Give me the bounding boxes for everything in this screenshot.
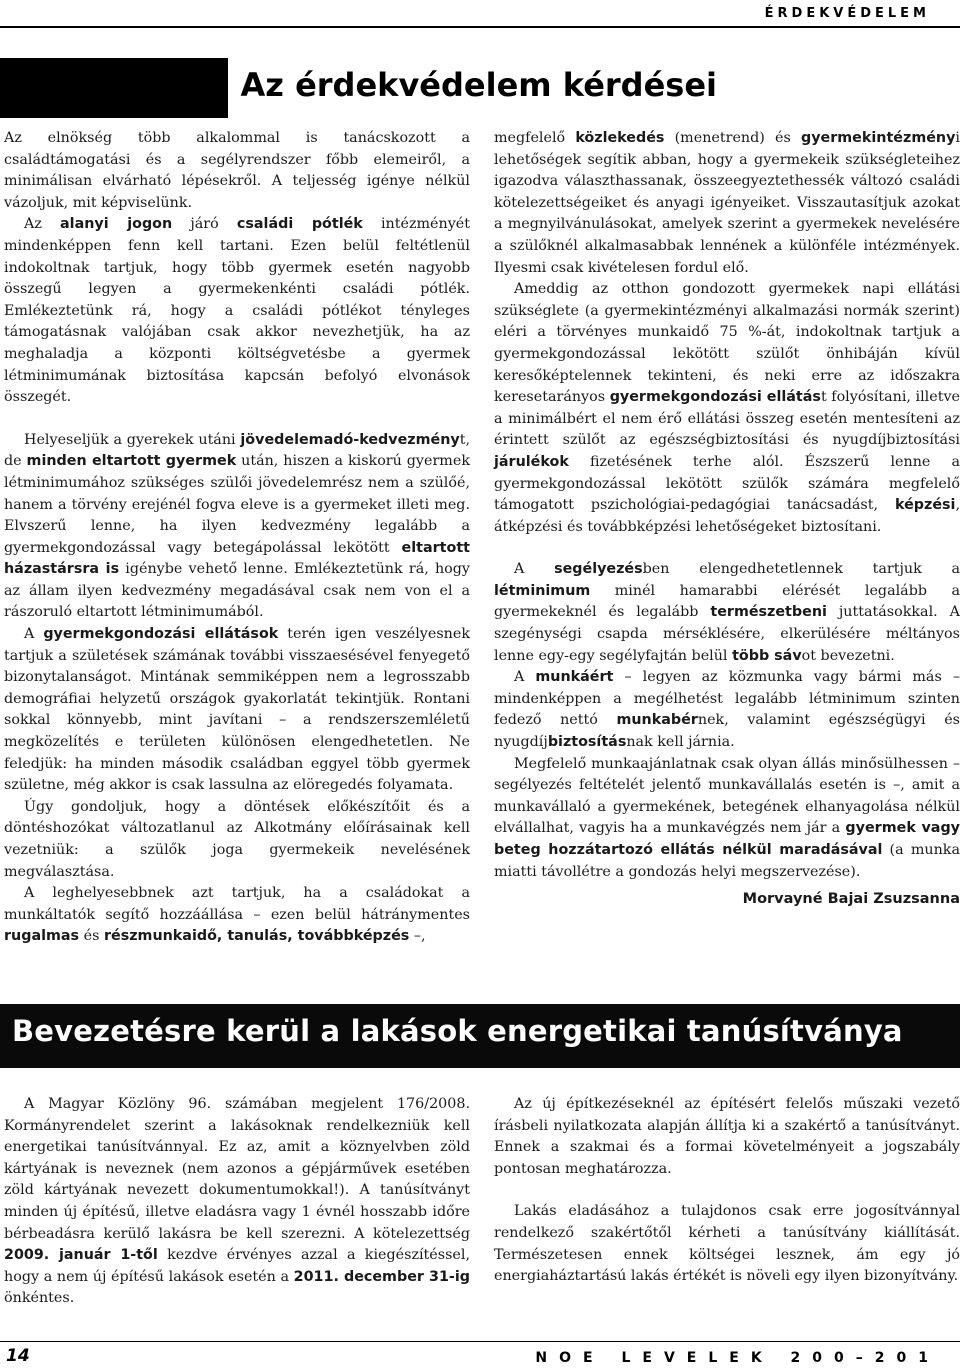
text: A xyxy=(514,669,536,686)
bold-text: természetbeni xyxy=(710,604,827,621)
bold-text: alanyi jogon xyxy=(60,216,173,233)
article-title: Az érdekvédelem kérdései xyxy=(240,66,717,104)
paragraph xyxy=(494,128,960,279)
bold-text: közlekedés xyxy=(575,130,665,146)
paragraph-gap xyxy=(494,1180,960,1201)
text: igénybe vehető lenne. Emlékeztetünk rá, hogy az állam ilyen kedvezmény megadásával csak nem von el a rászoruló eltartott létminimumából. xyxy=(4,561,471,621)
text: , átképzési és továbbképzési lehetőségeket biztosítani. xyxy=(494,497,960,535)
text: után, hiszen a kiskorú gyermek létminimumához szükséges szülői jövedelemrész nem a szülőé, hanem a törvény erejénél fogva eleve is a gyermeket illeti meg. Elvszerű lenne, ha ilyen kedvezmény legalább a gyermekgondozással vagy betegápolással lekötött xyxy=(4,453,470,556)
text: juttatásokkal. A szegénységi csapda mérséklésére, elkerülésére méltányos lenne egy-egy segélyfajtán belül xyxy=(494,604,960,664)
paragraph xyxy=(4,430,470,624)
bold-text: képzési xyxy=(894,497,956,514)
paragraph xyxy=(4,128,470,214)
text: kezdve érvényes azzal a kiegészítéssel, hogy a nem új építésű lakások esetén a xyxy=(4,1247,471,1285)
paragraph xyxy=(4,797,470,883)
paragraph xyxy=(4,214,470,408)
bold-text: létminimum xyxy=(494,582,591,599)
text: Az új építkezéseknél az építésért felelős műszaki vezető írásbeli nyilatkozata alapján állítja ki a szakértő a tanúsítványt. Ennek a szakmai és a formai követelményeit a jogszabály pontosan meghatározza. xyxy=(494,1096,960,1177)
text: A Magyar Közlöny 96. számában megjelent 176/2008. Kormányrendelet szerint a lakásoknak rendelkezniük kell energetikai tanúsítvánnyal. Ez az, amit a köznyelvben zöld kártyának is neveznek (nem azonos a gépjárművek esetében zöld kártyának nevezett dokumentumokkal!). A tanúsítványt minden új építésű, illetve eladásra vagy 1 évnél hosszabb időre bérbeadásra kerülő lakásra be kell szerezni. A kötelezettség xyxy=(4,1096,470,1242)
bold-text: gyermekintézmény xyxy=(800,130,956,146)
bold-text: rugalmas xyxy=(4,928,80,945)
bold-text: jövedelemadó-kedvezmény xyxy=(240,431,460,448)
paragraph xyxy=(4,624,470,797)
text: Az elnökség több alkalommal is tanácskozott a családtámogatási és a segélyrendszer főbb elemeiről, a minimálisan elvárható lépésekről. A teljesség igénye nélkül vázoljuk, mit képviselünk. xyxy=(4,130,470,211)
paragraph xyxy=(494,279,960,538)
text: Helyeseljük a gyerekek utáni xyxy=(24,431,241,448)
text: Megfelelő munkaajánlatnak csak olyan állás minősülhessen – segélyezés feltételét jelentő munkavállalás esetén is –, amit a munkavállaló a gyermekének, betegének elhanyagolása nélkül elvállalhat, vagyis ha a munkavégzés nem jár a xyxy=(494,755,960,837)
article2-title: Bevezetésre kerül a lakások energetikai tanúsítványa xyxy=(12,1014,903,1048)
author-signature: Morvayné Bajai Zsuzsanna xyxy=(742,891,960,908)
paragraph xyxy=(4,1094,470,1310)
bold-text: biztosítás xyxy=(547,734,627,751)
text: Az xyxy=(24,216,61,233)
article2-column-right xyxy=(494,1094,960,1288)
text: minél hamarabbi elérését legalább a gyermekeknél és legalább xyxy=(494,582,960,621)
text: intézményét mindenképpen fenn kell tartani. Ezen belül feltétlenül indokoltnak tartjuk, hogy több gyermek esetén nagyobb összegű legyen a gyermekenkénti családi pótlék. Emlékeztetünk rá, hogy a családi pótlékot tényleges támogatásnak valójában csak akkor nevezhetjük, ha az meghaladja a központi költségvetésbe a gyermek létminimumának biztosítása kapcsán befolyó elvonások összegét. xyxy=(4,216,470,406)
text: (menetrend) és xyxy=(664,130,801,146)
text: nek, valamint egészségügyi és nyugdíj xyxy=(494,712,960,751)
article1-column-left xyxy=(4,128,470,948)
paragraph-gap xyxy=(494,538,960,559)
text: i lehetőségek segítik abban, hogy a gyermekeik szükségleteihez igazodva választhassanak, összeegyeztethessék változó családi kötelezettségeiket és anyagi igényeiket. Visszautasítjuk azokat a megnyilvánulásokat, amelyek szerint a gyermekek nevelésére a szülőknél alkalmasabbak lennének a különféle intézmények. Ilyesmi csak kivételesen fordul elő. xyxy=(494,130,960,276)
text: megfelelő xyxy=(494,130,576,146)
text: Ameddig az otthon gondozott gyermekek napi ellátási szükséglete (a gyermekintézményi alkalmazási normák szerint) eléri a törvényes munkaidő 75 %-át, indokoltnak tartjuk a gyermekgondozással lekötött szülőt önhibáján kívül keresőképtelennek tekinteni, és neki erre az időszakra keresetarányos xyxy=(494,281,960,406)
bold-text: 2011. december 31-ig xyxy=(293,1268,470,1285)
bold-text: családi pótlék xyxy=(236,216,363,233)
paragraph xyxy=(494,559,960,667)
text: (a munka miatti távollétre a gondozás helyi megszervezése). xyxy=(494,842,960,880)
paragraph xyxy=(494,754,960,884)
page-number: 14 xyxy=(6,1346,30,1366)
section-header: ÉRDEKVÉDELEM xyxy=(764,6,930,21)
text: terén igen veszélyesnek tartjuk a születések számának további visszaesésével fenyegető bizonytalanságot. Mintának semmiképpen nem a legrosszabb demográfiai helyzetű országok gyakorlatát tekintjük. Rontani sokkal könnyebb, mint javítani – a rendszerszemléletű megközelítés e területen különösen elengedhetetlen. Ne feledjük: ha minden második családban eggyel több gyermek születne, még akkor is csak lassulna az elöregedés folyamata. xyxy=(4,626,470,794)
bold-text: munkabér xyxy=(616,712,698,729)
bold-text: gyermek vagy beteg hozzátartozó ellátás nélkül maradásával xyxy=(494,820,960,858)
text: Lakás eladásához a tulajdonos csak erre jogosítvánnyal rendelkező szakértőtől kérheti a tanúsítvány kiállítását. Természetesen ennek költségei lesznek, ám egy jó energiaháztartású lakás értékét is növeli egy ilyen bizonyítvány. xyxy=(494,1203,960,1285)
bold-text: segélyezés xyxy=(554,561,643,578)
bold-text: járulékok xyxy=(494,453,569,470)
text: járó xyxy=(172,216,237,233)
footer-rule xyxy=(0,1341,960,1342)
paragraph-gap xyxy=(4,409,470,430)
text: ben elengedhetetlennek tartjuk a xyxy=(642,561,960,578)
text: Úgy gondoljuk, hogy a döntések előkészítőit és a döntéshozókat változatlanul az Alkotmány előírásainak kell vezetniük: a szülők joga gyermekeik nevelésének megválasztása. xyxy=(4,798,470,880)
text: fizetésének terhe alól. Észszerű lenne a gyermekgondozással lekötött szülők számára megfelelő támogatott pszichológiai-pedagógiai tanácsadást, xyxy=(494,453,960,514)
paragraph xyxy=(494,1094,960,1180)
article2-title-banner xyxy=(0,1004,960,1068)
bold-text: gyermekgondozási ellátások xyxy=(43,626,279,643)
bold-text: munkáért xyxy=(535,669,614,686)
bold-text: minden eltartott gyermek xyxy=(26,453,237,470)
paragraph xyxy=(494,667,960,753)
text: t, de xyxy=(4,431,470,470)
text: – legyen az közmunka vagy bármi más – mindenképpen a megélhetést legalább létminimum szinten fedező nettó xyxy=(494,669,960,729)
bold-text: több sáv xyxy=(732,647,802,664)
text: A xyxy=(24,626,44,643)
article1-column-right xyxy=(494,128,960,911)
text: önkéntes. xyxy=(4,1290,75,1307)
magazine-name: NOE LEVELEK 200–201 xyxy=(535,1350,940,1366)
text: A leghelyesebbnek azt tartjuk, ha a családokat a munkáltatók segítő hozzáállása – ezen belül hátránymentes xyxy=(4,885,470,923)
text: nak kell járnia. xyxy=(626,734,735,751)
text: ot bevezetni. xyxy=(801,647,895,664)
paragraph xyxy=(4,883,470,948)
bold-text: gyermekgondozási ellátás xyxy=(609,389,821,406)
article2-column-left xyxy=(4,1094,470,1310)
header-rule xyxy=(0,26,960,28)
text: A xyxy=(514,561,555,578)
bold-text: 2009. január 1-től xyxy=(4,1247,158,1264)
text: t folyósítani, illetve a minimálbért el nem érő ellátási összeg esetén mentesíteni az érintett szülőt az egészségbiztosítási és nyugdíjbiztosítási xyxy=(494,389,960,449)
bold-text: részmunkaidő, tanulás, továbbképzés xyxy=(103,928,410,945)
bold-text: eltartott házastársra is xyxy=(4,539,470,578)
text: –, xyxy=(409,928,426,945)
paragraph xyxy=(494,1201,960,1287)
text: és xyxy=(79,928,104,945)
